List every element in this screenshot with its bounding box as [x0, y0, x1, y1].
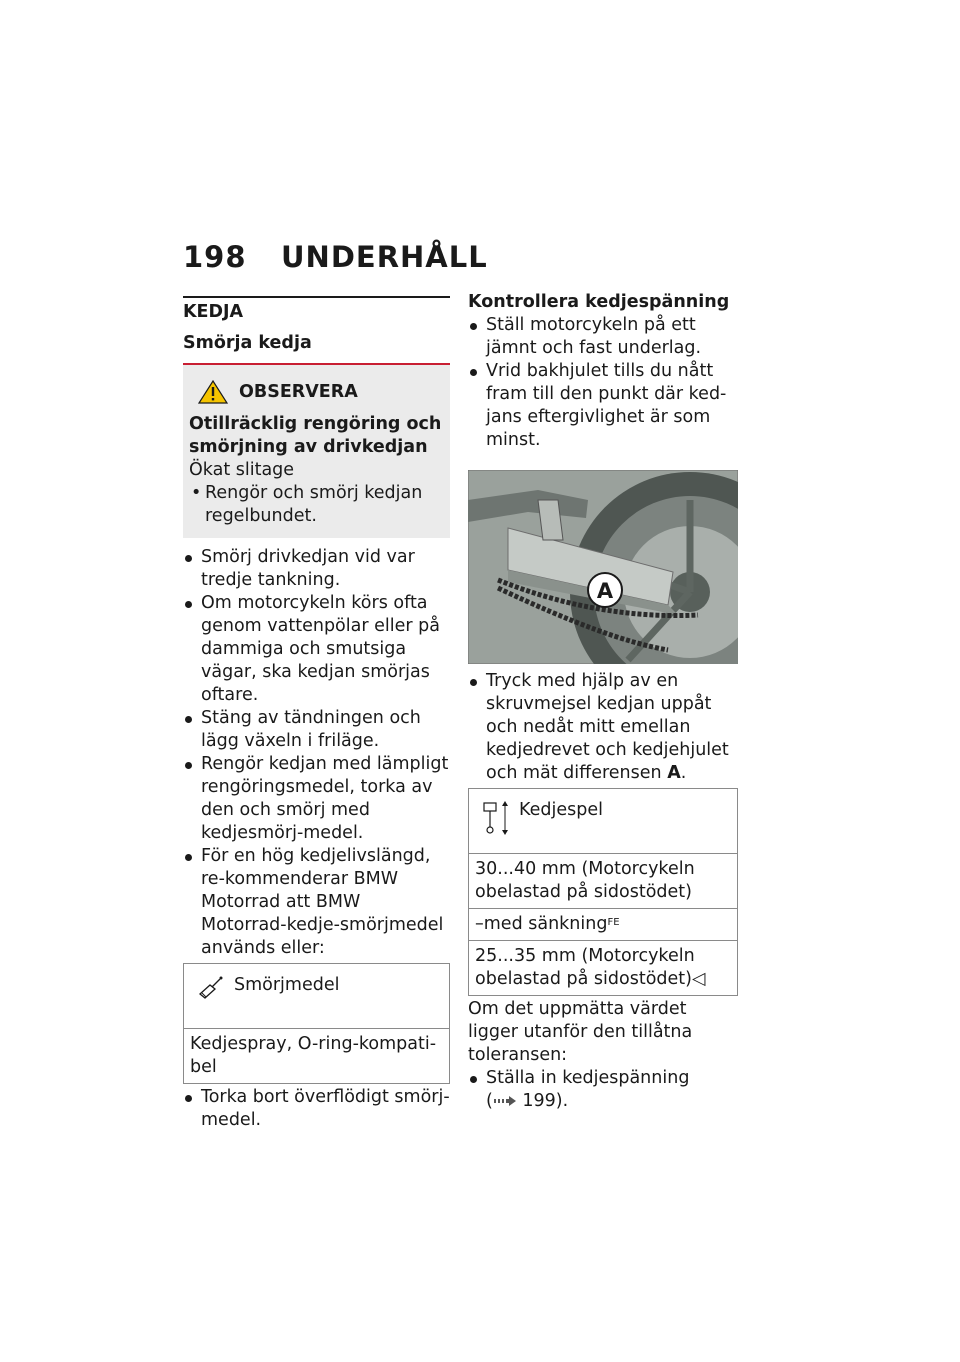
chain-slack-table	[468, 788, 738, 996]
lube-steps	[183, 546, 450, 960]
warning-box	[183, 365, 450, 538]
end-mark-icon: ◁	[691, 969, 706, 989]
section-title: Kontrollera kedjespänning	[468, 292, 730, 312]
list-item: Ställ motorcykeln på ett jämnt och fast underlag.	[468, 314, 738, 360]
measure-steps	[468, 670, 738, 785]
subsection-title: Smörja kedja	[183, 333, 312, 353]
list-item: Rengör kedjan med lämpligt rengöringsmedel, torka av den och smörj med kedjesmörj-medel.	[183, 753, 450, 845]
list-item: Om motorcykeln körs ofta genom vattenpölar eller på dammiga och smutsiga vägar, ska kedjan smörjas oftare.	[183, 592, 450, 707]
warning-consequence: Ökat slitage	[189, 460, 295, 480]
oil-can-icon	[196, 974, 224, 1000]
variant-superscript: FE	[607, 917, 620, 928]
warning-action: • Rengör och smörj kedjan regelbundet.	[189, 482, 442, 528]
adjust-step-text: Ställa in kedjespänning	[486, 1068, 690, 1088]
warning-title: Otillräcklig rengöring och smörjning av drivkedjan	[189, 414, 442, 457]
page-header	[183, 240, 488, 274]
chain-slack-value: 30...40 mm (Motorcykeln obelastad på sidostödet)	[469, 854, 738, 909]
adjust-reference[interactable]: 199).	[522, 1091, 569, 1111]
list-item: Smörj drivkedjan vid var tredje tankning.	[183, 546, 450, 592]
photo-callout-label: A	[596, 579, 614, 603]
lubricant-header-label: Smörjmedel	[234, 975, 340, 995]
lubricant-table	[183, 963, 450, 1084]
list-item: Vrid bakhjulet tills du nått fram till den punkt där ked-jans eftergivlighet är som minst.	[468, 360, 738, 452]
list-item: Tryck med hjälp av en skruvmejsel kedjan uppåt och nedåt mitt emellan kedjedrevet och kedjehjulet och mät differensen A.	[468, 670, 738, 785]
measure-ref: A	[667, 763, 681, 783]
section-rule	[183, 296, 450, 298]
lowered-value-text: 25...35 mm (Motorcykeln obelastad på sidostödet)	[475, 946, 695, 989]
list-item: För en hög kedjelivslängd, re-kommenderar BMW Motorrad att BMW Motorrad-kedje-smörjmedel används eller:	[183, 845, 450, 960]
lubricant-table-header	[184, 964, 450, 1029]
list-item: Stäng av tändningen och lägg växeln i friläge.	[183, 707, 450, 753]
page-number: 198	[183, 240, 247, 274]
section-title: KEDJA	[183, 302, 244, 322]
warning-actions	[189, 482, 442, 528]
right-column	[468, 291, 738, 1113]
chain-slack-variant	[469, 909, 738, 941]
left-column	[183, 296, 450, 1132]
list-item: Ställa in kedjespänning ( 199).	[468, 1067, 738, 1113]
tolerance-text: Om det uppmätta värdet ligger utanför den tillåtna toleransen:	[468, 999, 693, 1065]
variant-text: –med sänkning	[475, 914, 608, 934]
list-item: Torka bort överflödigt smörj-medel.	[183, 1086, 450, 1132]
chain-slack-header	[469, 789, 738, 854]
chain-slack-label: Kedjespel	[519, 800, 603, 820]
chain-photo	[468, 470, 738, 664]
reference-arrow-icon	[493, 1095, 517, 1107]
chapter-title: UNDERHÅLL	[281, 240, 488, 274]
lube-final-steps	[183, 1086, 450, 1132]
chain-slack-value-lowered	[469, 941, 738, 996]
gauge-icon	[481, 799, 511, 837]
check-steps	[468, 314, 738, 452]
warning-header	[189, 379, 442, 405]
warning-label: OBSERVERA	[239, 381, 358, 402]
measure-step-text: Tryck med hjälp av en skruvmejsel kedjan uppåt och nedåt mitt emellan kedjedrevet och kedjehjulet och mät differensen	[486, 671, 729, 783]
lubricant-value: Kedjespray, O-ring-kompati-bel	[184, 1029, 450, 1084]
adjust-steps	[468, 1067, 738, 1113]
warning-triangle-icon	[197, 379, 229, 405]
